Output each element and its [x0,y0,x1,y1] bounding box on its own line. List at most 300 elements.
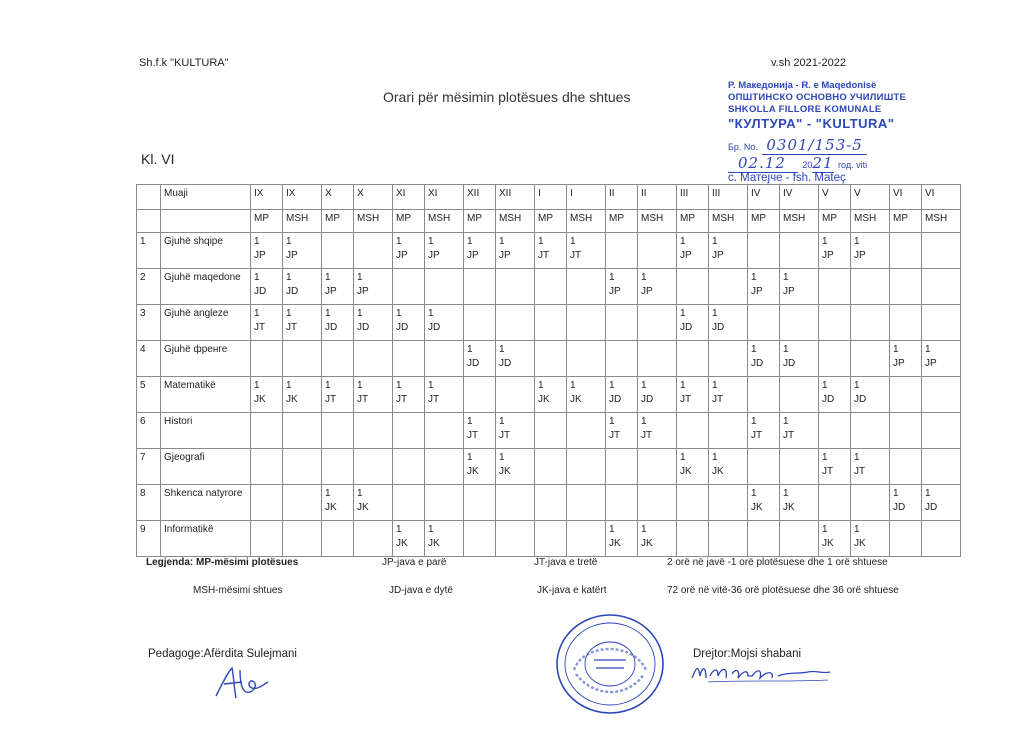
subject-name: Gjuhë френге [161,341,251,377]
schedule-cell-value: 1 JT [609,416,621,441]
schedule-cell-value: 1 JP [893,344,905,369]
table-row [137,305,961,341]
schedule-cell [780,449,819,485]
schedule-cell [322,377,354,413]
month-header-row [137,185,961,210]
table-row [137,413,961,449]
schedule-cell-value: 1 JP [428,236,440,261]
legend-yearly: 72 orë në vitë-36 orë plotësuese dhe 36 orë shtuese [667,585,899,596]
schedule-cell [425,521,464,557]
schedule-cell-value: 1 JP [286,236,298,261]
row-number: 5 [137,377,161,413]
schedule-cell-value: 1 JD [854,380,867,405]
schedule-cell [780,341,819,377]
schedule-cell [393,305,425,341]
month-header-cell: XI [393,185,425,210]
month-header-cell: IV [780,185,819,210]
schedule-cell [535,305,567,341]
schedule-cell [748,485,780,521]
schedule-cell [535,449,567,485]
schedule-cell-value: 1 JP [609,272,621,297]
schedule-cell-value: 1 JP [751,272,763,297]
month-header-cell: VI [922,185,961,210]
schedule-cell-value: 1 JK [325,488,337,513]
schedule-cell [251,269,283,305]
schedule-cell [567,341,606,377]
stamp-line-name: "КУЛТУРА" - "KULTURA" [728,116,895,131]
schedule-cell [709,377,748,413]
schedule-cell-value: 1 JK [357,488,369,513]
schedule-cell-value: 1 JK [854,524,866,549]
schedule-cell [709,413,748,449]
schedule-cell [677,449,709,485]
schedule-cell [606,413,638,449]
schedule-cell [748,233,780,269]
schedule-cell [709,485,748,521]
schedule-cell [393,377,425,413]
schedule-cell [322,233,354,269]
class-label: Kl. VI [141,151,175,167]
stamp-line-school-sq: SHKOLLA FILLORE KOMUNALE [728,104,882,115]
schedule-cell-value: 1 JK [467,452,479,477]
schedule-cell [283,341,322,377]
schedule-cell [819,413,851,449]
stamp-date-year: 21 [812,154,834,172]
schedule-cell [425,485,464,521]
schedule-cell [780,305,819,341]
schedule-cell [748,449,780,485]
schedule-cell [251,341,283,377]
schedule-cell [567,377,606,413]
month-header-cell: X [322,185,354,210]
table-row [137,377,961,413]
schedule-cell-value: 1 JD [712,308,725,333]
schedule-cell [393,521,425,557]
schedule-cell [922,485,961,521]
schedule-cell-value: 1 JK [783,488,795,513]
schedule-cell [851,449,890,485]
schedule-cell [567,521,606,557]
corner-label: Muaji [161,185,251,210]
schedule-cell [922,521,961,557]
type-header-cell: MP [464,210,496,233]
row-number: 1 [137,233,161,269]
table-row [137,449,961,485]
schedule-cell [709,269,748,305]
schedule-cell [464,305,496,341]
legend-jd: JD-java e dytë [389,585,453,596]
schedule-cell-value: 1 JK [641,524,653,549]
school-year: v.sh 2021-2022 [771,57,847,69]
schedule-cell-value: 1 JT [680,380,692,405]
schedule-cell [425,377,464,413]
schedule-cell [322,413,354,449]
month-header-cell: II [606,185,638,210]
month-header-cell: IX [283,185,322,210]
schedule-cell-value: 1 JT [396,380,408,405]
schedule-cell [354,341,393,377]
schedule-cell [251,233,283,269]
schedule-cell [283,305,322,341]
schedule-cell [677,233,709,269]
schedule-cell [638,485,677,521]
schedule-cell [606,521,638,557]
stamp-registration [728,136,938,154]
type-header-cell: MP [535,210,567,233]
empty-header-cell [137,210,161,233]
schedule-cell [354,485,393,521]
schedule-cell-value: 1 JP [854,236,866,261]
schedule-cell-value: 1 JK [570,380,582,405]
schedule-cell [606,233,638,269]
empty-header-cell [161,210,251,233]
schedule-cell [393,341,425,377]
subject-name: Informatikë [161,521,251,557]
month-header-cell: III [677,185,709,210]
stamp-date-year-prefix: 20 [802,160,813,170]
schedule-cell [464,233,496,269]
schedule-cell [890,485,922,521]
table-row [137,521,961,557]
schedule-cell [496,341,535,377]
subject-name: Gjuhë shqipe [161,233,251,269]
pedagog-name: Pedagoge:Afërdita Sulejmani [148,648,297,660]
table-row [137,233,961,269]
schedule-cell [567,269,606,305]
schedule-cell [425,341,464,377]
schedule-cell-value: 1 JP [783,272,795,297]
stamp-reg-number: 0301/153-5 [762,136,866,155]
schedule-cell [567,413,606,449]
schedule-cell [535,485,567,521]
schedule-cell [322,269,354,305]
type-header-row [137,210,961,233]
schedule-cell [464,269,496,305]
schedule-cell-value: 1 JK [822,524,834,549]
schedule-cell [535,233,567,269]
type-header-cell: MSH [638,210,677,233]
schedule-cell [251,305,283,341]
month-header-cell: II [638,185,677,210]
schedule-cell [393,485,425,521]
schedule-cell [425,413,464,449]
schedule-cell [638,413,677,449]
schedule-cell [922,449,961,485]
schedule-cell-value: 1 JD [325,308,338,333]
type-header-cell: MSH [425,210,464,233]
schedule-cell [464,377,496,413]
schedule-cell [748,377,780,413]
schedule-cell-value: 1 JT [428,380,440,405]
schedule-cell-value: 1 JK [286,380,298,405]
month-header-cell: XII [464,185,496,210]
row-number: 2 [137,269,161,305]
schedule-cell [606,485,638,521]
corner-empty-cell [137,185,161,210]
subject-name: Gjuhë angleze [161,305,251,341]
schedule-cell [819,521,851,557]
schedule-cell [251,485,283,521]
legend-msh: MSH-mësimi shtues [193,585,283,596]
schedule-cell [677,413,709,449]
page-title: Orari për mësimin plotësues dhe shtues [383,89,631,105]
schedule-cell-value: 1 JK [396,524,408,549]
schedule-cell [890,377,922,413]
schedule-cell [890,305,922,341]
schedule-cell [638,305,677,341]
schedule-cell-value: 1 JD [499,344,512,369]
schedule-cell-value: 1 JP [641,272,653,297]
schedule-cell-value: 1 JT [254,308,266,333]
schedule-cell [748,521,780,557]
schedule-cell-value: 1 JK [254,380,266,405]
schedule-cell [890,341,922,377]
schedule-cell [354,269,393,305]
schedule-cell [677,485,709,521]
schedule-cell [780,485,819,521]
legend-jk: JK-java e katërt [537,585,607,596]
schedule-cell [922,413,961,449]
month-header-cell: XII [496,185,535,210]
schedule-cell [819,341,851,377]
schedule-cell [638,521,677,557]
type-header-cell: MSH [709,210,748,233]
stamp-reg-label: Бр. No. [728,142,758,152]
schedule-cell-value: 1 JK [499,452,511,477]
schedule-cell [496,413,535,449]
schedule-cell [922,305,961,341]
subject-name: Gjuhë maqedone [161,269,251,305]
schedule-cell [535,377,567,413]
schedule-cell [709,521,748,557]
schedule-cell [393,269,425,305]
schedule-cell [677,341,709,377]
schedule-cell [851,521,890,557]
row-number: 3 [137,305,161,341]
schedule-cell [322,305,354,341]
schedule-cell [677,269,709,305]
schedule-cell [567,233,606,269]
schedule-cell [606,269,638,305]
schedule-cell [464,485,496,521]
schedule-cell-value: 1 JT [467,416,479,441]
schedule-cell [922,341,961,377]
schedule-cell [283,521,322,557]
schedule-cell-value: 1 JT [357,380,369,405]
schedule-cell [819,305,851,341]
schedule-cell [251,521,283,557]
schedule-cell [567,485,606,521]
schedule-cell [425,233,464,269]
schedule-cell [354,233,393,269]
schedule-cell [709,305,748,341]
subject-name: Gjeografi [161,449,251,485]
month-header-cell: V [819,185,851,210]
month-header-cell: I [567,185,606,210]
type-header-cell: MSH [780,210,819,233]
schedule-cell [425,305,464,341]
schedule-cell [851,377,890,413]
schedule-cell [922,233,961,269]
table-row [137,485,961,521]
schedule-cell-value: 1 JD [641,380,654,405]
month-header-cell: X [354,185,393,210]
stamp-place: с. Матејче - fsh. Mateç [728,172,846,184]
table-row [137,269,961,305]
schedule-cell [890,449,922,485]
schedule-cell-value: 1 JD [680,308,693,333]
schedule-cell [819,377,851,413]
type-header-cell: MSH [283,210,322,233]
schedule-cell [709,233,748,269]
type-header-cell: MSH [567,210,606,233]
schedule-cell-value: 1 JK [680,452,692,477]
schedule-cell-value: 1 JD [357,308,370,333]
schedule-cell [535,269,567,305]
type-header-cell: MSH [851,210,890,233]
schedule-cell-value: 1 JT [538,236,550,261]
schedule-cell [464,449,496,485]
schedule-cell [322,485,354,521]
month-header-cell: V [851,185,890,210]
schedule-cell [748,269,780,305]
schedule-cell [851,269,890,305]
schedule-cell [638,233,677,269]
schedule-cell-value: 1 JK [538,380,550,405]
director-name: Drejtor:Mojsi shabani [693,648,802,660]
schedule-cell [496,521,535,557]
schedule-cell [851,305,890,341]
month-header-cell: I [535,185,567,210]
subject-name: Matematikë [161,377,251,413]
schedule-cell-value: 1 JP [357,272,369,297]
schedule-cell-value: 1 JP [822,236,834,261]
month-header-cell: XI [425,185,464,210]
schedule-cell-value: 1 JD [925,488,938,513]
schedule-table [136,184,961,557]
schedule-cell [393,449,425,485]
type-header-cell: MP [748,210,780,233]
schedule-cell [567,449,606,485]
schedule-cell-value: 1 JK [428,524,440,549]
legend-weekly: 2 orë në javë -1 orë plotësuese dhe 1 orë shtuese [667,557,888,568]
type-header-cell: MP [251,210,283,233]
director-signature [688,660,838,686]
school-stamp [728,80,938,184]
schedule-cell [890,413,922,449]
schedule-cell [922,269,961,305]
schedule-cell-value: 1 JT [822,452,834,477]
stamp-line-school-mk: ОПШТИНСКО ОСНОВНО УЧИЛИШТЕ [728,92,906,103]
type-header-cell: MSH [496,210,535,233]
school-name: Sh.f.k "KULTURA" [139,57,229,69]
schedule-cell [464,413,496,449]
type-header-cell: MSH [354,210,393,233]
schedule-cell [819,269,851,305]
schedule-cell [780,521,819,557]
schedule-cell-value: 1 JP [925,344,937,369]
schedule-cell [780,269,819,305]
month-header-cell: IV [748,185,780,210]
schedule-cell-value: 1 JD [609,380,622,405]
row-number: 8 [137,485,161,521]
legend-jt: JT-java e tretë [534,557,598,568]
type-header-cell: MP [606,210,638,233]
pedagog-signature [212,664,272,702]
schedule-cell [819,449,851,485]
schedule-cell [425,269,464,305]
schedule-cell-value: 1 JT [712,380,724,405]
schedule-cell-value: 1 JK [609,524,621,549]
row-number: 4 [137,341,161,377]
schedule-cell [283,269,322,305]
legend-label: Legjenda: [146,557,194,568]
schedule-cell [251,413,283,449]
schedule-cell [496,233,535,269]
schedule-cell-value: 1 JD [783,344,796,369]
schedule-cell-value: 1 JP [499,236,511,261]
schedule-cell [819,233,851,269]
schedule-cell [283,485,322,521]
subject-name: Histori [161,413,251,449]
schedule-cell [819,485,851,521]
schedule-cell [851,233,890,269]
schedule-cell-value: 1 JT [325,380,337,405]
schedule-cell-value: 1 JT [854,452,866,477]
type-header-cell: MP [677,210,709,233]
schedule-cell [606,305,638,341]
type-header-cell: MP [322,210,354,233]
schedule-cell-value: 1 JT [751,416,763,441]
schedule-cell [748,305,780,341]
type-header-cell: MP [890,210,922,233]
schedule-cell [780,377,819,413]
schedule-cell [638,341,677,377]
schedule-cell [496,449,535,485]
table-row [137,341,961,377]
schedule-cell [606,449,638,485]
schedule-cell [322,449,354,485]
schedule-cell-value: 1 JP [325,272,337,297]
schedule-cell [638,377,677,413]
legend-mp: MP-mësimi plotësues [196,557,299,568]
schedule-cell-value: 1 JP [254,236,266,261]
type-header-cell: MP [819,210,851,233]
schedule-cell [496,485,535,521]
schedule-cell-value: 1 JD [751,344,764,369]
schedule-cell [283,377,322,413]
schedule-cell-value: 1 JD [286,272,299,297]
schedule-cell [464,341,496,377]
schedule-cell-value: 1 JP [680,236,692,261]
schedule-cell-value: 1 JP [467,236,479,261]
schedule-cell [535,341,567,377]
schedule-cell [464,521,496,557]
schedule-cell [890,233,922,269]
schedule-cell [496,305,535,341]
schedule-cell-value: 1 JD [428,308,441,333]
schedule-cell [890,521,922,557]
schedule-cell [922,377,961,413]
schedule-cell-value: 1 JD [467,344,480,369]
schedule-cell [748,341,780,377]
row-number: 9 [137,521,161,557]
row-number: 7 [137,449,161,485]
schedule-cell-value: 1 JD [396,308,409,333]
schedule-cell-value: 1 JT [641,416,653,441]
schedule-cell [354,305,393,341]
schedule-cell-value: 1 JP [396,236,408,261]
